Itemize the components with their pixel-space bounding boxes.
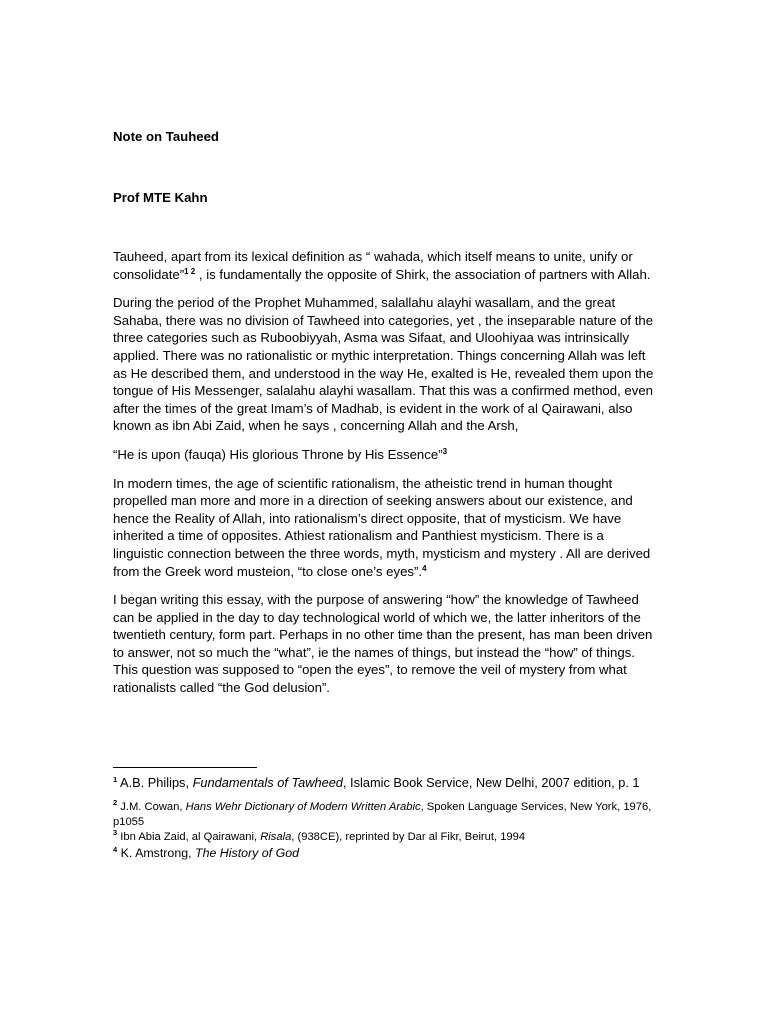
footnote-text: Ibn Abia Zaid, al Qairawani, [117, 831, 261, 843]
footnote-number: 1 [113, 775, 118, 784]
footnote-3 [113, 830, 653, 845]
paragraph-1-text-a: Tauheed, apart from its lexical definition as “ wahada, which itself means to unite, unify or consolidate” [113, 249, 633, 282]
footnote-number: 2 [113, 798, 118, 807]
footnote-ref-4[interactable]: 4 [422, 563, 427, 573]
paragraph-4-text: In modern times, the age of scientific rationalism, the atheistic trend in human thought propelled man more and more in a direction of seeking answers about our existence, and hence the Reality of Allah, into rationalism’s direct opposite, that of mysticism. We have inherited a time of opposites. Athiest rationalism and Panthiest mysticism. There is a linguistic connection between the three words, myth, mysticism and mystery . All are derived from the Greek word musteion, “to close one’s eyes”. [113, 475, 651, 579]
paragraph-4 [113, 475, 658, 581]
footnote-text: , (938CE), reprinted by Dar al Fikr, Beirut, 1994 [291, 831, 526, 843]
footnote-book-title: The History of God [195, 846, 299, 860]
document-author: Prof MTE Kahn [113, 190, 208, 205]
document-body [113, 248, 658, 708]
footnote-text: , Islamic Book Service, New Delhi, 2007 edition, p. 1 [342, 775, 640, 790]
footnote-4 [113, 845, 653, 861]
paragraph-1 [113, 248, 658, 283]
footnote-book-title: Hans Wehr Dictionary of Modern Written Arabic [185, 801, 421, 813]
paragraph-5: I began writing this essay, with the purpose of answering “how” the knowledge of Tawheed can be applied in the day to day technological world of which we, the latter inheritors of the twentieth century, form part. Perhaps in no other time than the present, has man been driven to answer, not so much the “what”, ie the names of things, but instead the “how” of things. This question was supposed to “open the eyes”, to remove the veil of mystery from what rationalists called “the God delusion”. [113, 592, 653, 696]
footnote-text: J.M. Cowan, [117, 801, 186, 813]
footnote-ref-1-2[interactable]: 1 2 [184, 266, 196, 276]
footnote-number: 4 [113, 845, 118, 854]
footnote-book-title: Risala [260, 831, 292, 843]
footnote-text: A.B. Philips, [117, 775, 193, 790]
footnote-separator [113, 767, 257, 768]
footnote-ref-3[interactable]: 3 [442, 446, 448, 456]
footnotes [113, 774, 653, 861]
footnote-2 [113, 800, 653, 830]
paragraph-2: During the period of the Prophet Muhammed, salallahu alayhi wasallam, and the great Sahaba, there was no division of Tawheed into categories, yet , the inseparable nature of the three categories such as Ruboobiyyah, Asma was Sifaat, and Uloohiyaa was intrinsically applied. There was no rationalistic or mythic interpretation. Things concerning Allah was left as He described them, and understood in the way He, exalted is He, revealed them upon the tongue of His Messenger, salalahu alayhi wasallam. That this was a confirmed method, even after the times of the great Imam’s of Madhab, is evident in the work of al Qairawani, also known as ibn Abi Zaid, when he says , concerning Allah and the Arsh, [113, 295, 654, 434]
footnote-text: K. Amstrong, [117, 846, 195, 860]
paragraph-1-text-b: , is fundamentally the opposite of Shirk, the association of partners with Allah. [195, 266, 651, 282]
paragraph-3-quote [113, 446, 658, 464]
footnote-number: 3 [113, 828, 118, 837]
footnote-book-title: Fundamentals of Tawheed [192, 775, 343, 790]
footnote-text: , Spoken Language Services, New York, 1976, p1055 [113, 801, 652, 828]
quote-text: “He is upon (fauqa) His glorious Throne by His Essence” [113, 446, 443, 462]
document-title: Note on Tauheed [113, 129, 219, 144]
footnote-1 [113, 774, 653, 792]
